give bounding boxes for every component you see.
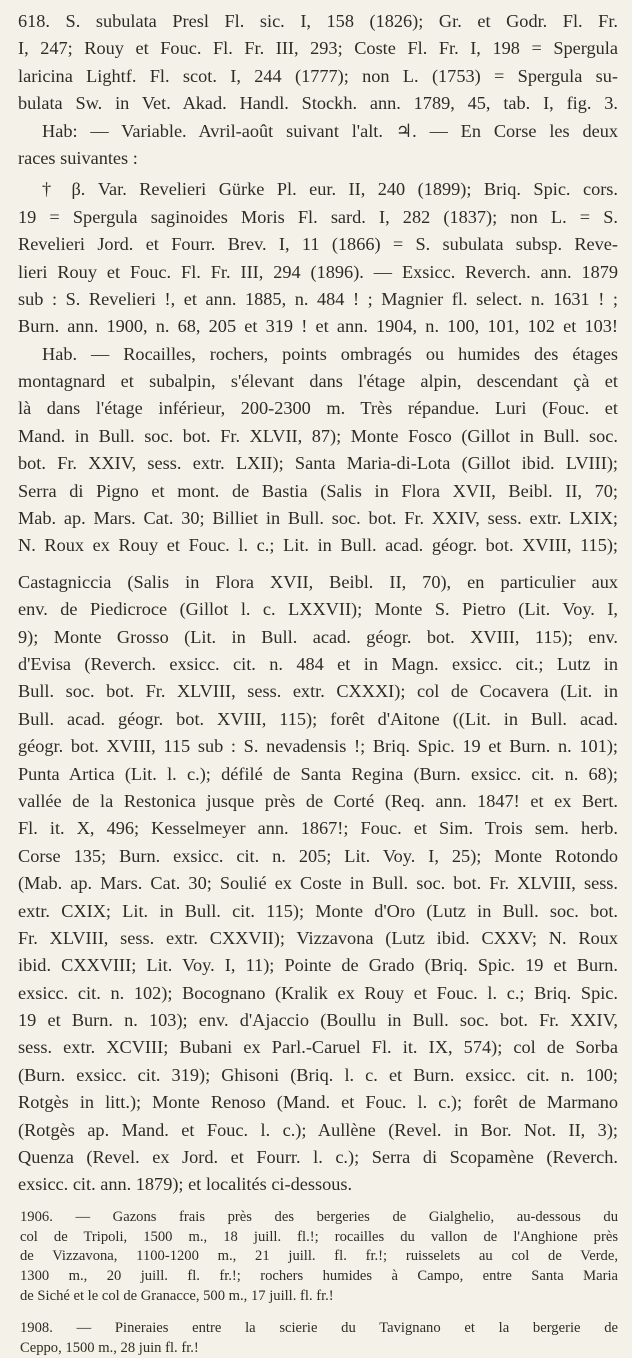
text-line: Hab: — Variable. Avril-août suivant l'alt. ♃. — En Corse les deux [42,120,618,141]
text-line: montagnard et subalpin, s'élevant dans l'étage alpin, descendant çà et [18,371,618,392]
text-line: Mab. ap. Mars. Cat. 30; Billiet in Bull. soc. bot. Fr. XXIV, sess. extr. LXIX; [18,508,618,529]
text-line: Punta Artica (Lit. l. c.); défilé de Santa Regina (Burn. exsicc. cit. n. 68); [18,763,618,784]
text-line: Rotgès in litt.); Monte Renoso (Mand. et Fouc. l. c.); forêt de Marmano [18,1092,618,1113]
text-line: Hab. — Rocailles, rochers, points ombragés ou humides des étages [42,343,618,364]
text-line: 9); Monte Grosso (Lit. in Bull. acad. géogr. bot. XVIII, 115); env. [18,626,618,647]
text-line: exsicc. cit. n. 102); Bocognano (Kralik ex Rouy et Fouc. l. c.; Briq. Spic. [18,982,618,1003]
text-line: (Burn. exsicc. cit. 319); Ghisoni (Briq. l. c. et Burn. exsicc. cit. n. 100; [18,1064,618,1085]
text-line: là dans l'étage inférieur, 200-2300 m. Très répandue. Luri (Fouc. et [18,398,618,419]
text-line: d'Evisa (Reverch. exsicc. cit. n. 484 et in Magn. exsicc. cit.; Lutz in [18,653,618,674]
text-line: Fr. XLVIII, sess. extr. CXXVII); Vizzavona (Lutz ibid. CXXV; N. Roux [18,927,618,948]
text-line: † β. Var. Revelieri Gürke Pl. eur. II, 240 (1899); Briq. Spic. cors. [42,179,618,200]
text-line: 1300 m., 20 juill. fl. fr.!; rochers humides à Campo, entre Santa Maria [20,1268,618,1285]
text-line: sess. extr. XCVIII; Bubani ex Parl.-Caruel Fl. it. IX, 574); col de Sorba [18,1037,618,1058]
note-1908-paragraph [18,1319,618,1358]
text-line: laricina Lightf. Fl. scot. I, 244 (1777); non L. (1753) = Spergula su- [18,65,618,86]
text-line: (Mab. ap. Mars. Cat. 30; Soulié ex Coste in Bull. soc. bot. Fr. XLVIII, sess. [18,873,618,894]
text-line: Ceppo, 1500 m., 28 juin fl. fr.! [20,1339,199,1356]
text-line: Mand. in Bull. soc. bot. Fr. XLVII, 87); Monte Fosco (Gillot in Bull. soc. [18,425,618,446]
text-line: de Siché et le col de Granacce, 500 m., 17 juill. fl. fr.! [20,1287,334,1304]
text-line: 19 = Spergula saginoides Moris Fl. sard. I, 282 (1837); non L. = S. [18,206,618,227]
text-line: 618. S. subulata Presl Fl. sic. I, 158 (1826); Gr. et Godr. Fl. Fr. [18,11,618,31]
text-line: col de Tripoli, 1500 m., 18 juill. fl.!; rocailles du vallon de l'Anghione près [20,1228,618,1245]
text-line: sub : S. Revelieri !, et ann. 1885, n. 484 ! ; Magnier fl. select. n. 1631 ! ; [18,288,618,309]
text-line: Castagniccia (Salis in Flora XVII, Beibl. II, 70), en particulier aux [18,571,618,592]
var-revelieri-paragraph [18,176,618,559]
text-line: Fl. it. X, 496; Kesselmeyer ann. 1867!; Fouc. et Sim. Trois sem. herb. [18,818,618,839]
text-line: 1906. — Gazons frais près des bergeries de Gialghelio, au-dessous du [20,1208,618,1225]
text-line: races suivantes : [18,147,138,168]
text-line: de Vizzavona, 1100-1200 m., 21 juill. fl. fr.!; ruisselets au col de Verde, [20,1248,618,1265]
text-line: Quenza (Revel. ex Jord. et Fourr. l. c.); Serra di Scopamène (Reverch. [18,1147,618,1168]
localities-paragraph [18,569,618,1199]
text-line: Bull. acad. géogr. bot. XVIII, 115); forêt d'Aitone ((Lit. in Bull. acad. [18,708,618,729]
text-line: lieri Rouy et Fouc. Fl. Fr. III, 294 (1896). — Exsicc. Reverch. ann. 1879 [18,261,618,282]
text-line: Burn. ann. 1900, n. 68, 205 et 319 ! et ann. 1904, n. 100, 101, 102 et 103! [18,316,618,337]
text-line: exsicc. cit. ann. 1879); et localités ci-dessous. [18,1174,353,1195]
text-line: N. Roux ex Rouy et Fouc. l. c.; Lit. in Bull. acad. géogr. bot. XVIII, 115); [18,535,618,556]
text-line: I, 247; Rouy et Fouc. Fl. Fr. III, 293; Coste Fl. Fr. I, 198 = Spergula [18,38,618,59]
text-line: Bull. soc. bot. Fr. XLVIII, sess. extr. CXXXI); col de Cocavera (Lit. in [18,681,618,702]
text-line: 1908. — Pineraies entre la scierie du Tavignano et la bergerie de [20,1319,618,1336]
text-line: Revelieri Jord. et Fourr. Brev. I, 11 (1866) = S. subulata subsp. Reve- [18,234,618,255]
text-line: 19 et Burn. n. 103); env. d'Ajaccio (Boullu in Bull. soc. bot. Fr. XXIV, [18,1010,618,1031]
text-line: vallée de la Restonica jusque près de Corté (Req. ann. 1847! et ex Bert. [18,790,618,811]
text-line: géogr. bot. XVIII, 115 sub : S. nevadensis !; Briq. Spic. 19 et Burn. n. 101); [18,736,618,757]
text-line: env. de Piedicroce (Gillot l. c. LXXVII); Monte S. Pietro (Lit. Voy. I, [18,599,618,620]
note-1906-paragraph [18,1208,618,1307]
text-line: Serra di Pigno et mont. de Bastia (Salis in Flora XVII, Beibl. II, 70; [18,480,618,501]
text-line: Corse 135; Burn. exsicc. cit. n. 205; Lit. Voy. I, 25); Monte Rotondo [18,845,618,866]
entry-618-paragraph [18,8,618,172]
text-line: extr. CXIX; Lit. in Bull. cit. 115); Monte d'Oro (Lutz in Bull. soc. bot. [18,900,618,921]
text-line: bot. Fr. XXIV, sess. extr. LXII); Santa Maria-di-Lota (Gillot ibid. LVIII); [18,453,618,474]
text-line: (Rotgès ap. Mand. et Fouc. l. c.); Aullène (Revel. in Bor. Not. II, 3); [18,1119,618,1140]
text-line: bulata Sw. in Vet. Akad. Handl. Stockh. ann. 1789, 45, tab. I, fig. 3. [18,93,618,114]
text-line: ibid. CXXVIII; Lit. Voy. I, 11); Pointe de Grado (Briq. Spic. 19 et Burn. [18,955,618,976]
